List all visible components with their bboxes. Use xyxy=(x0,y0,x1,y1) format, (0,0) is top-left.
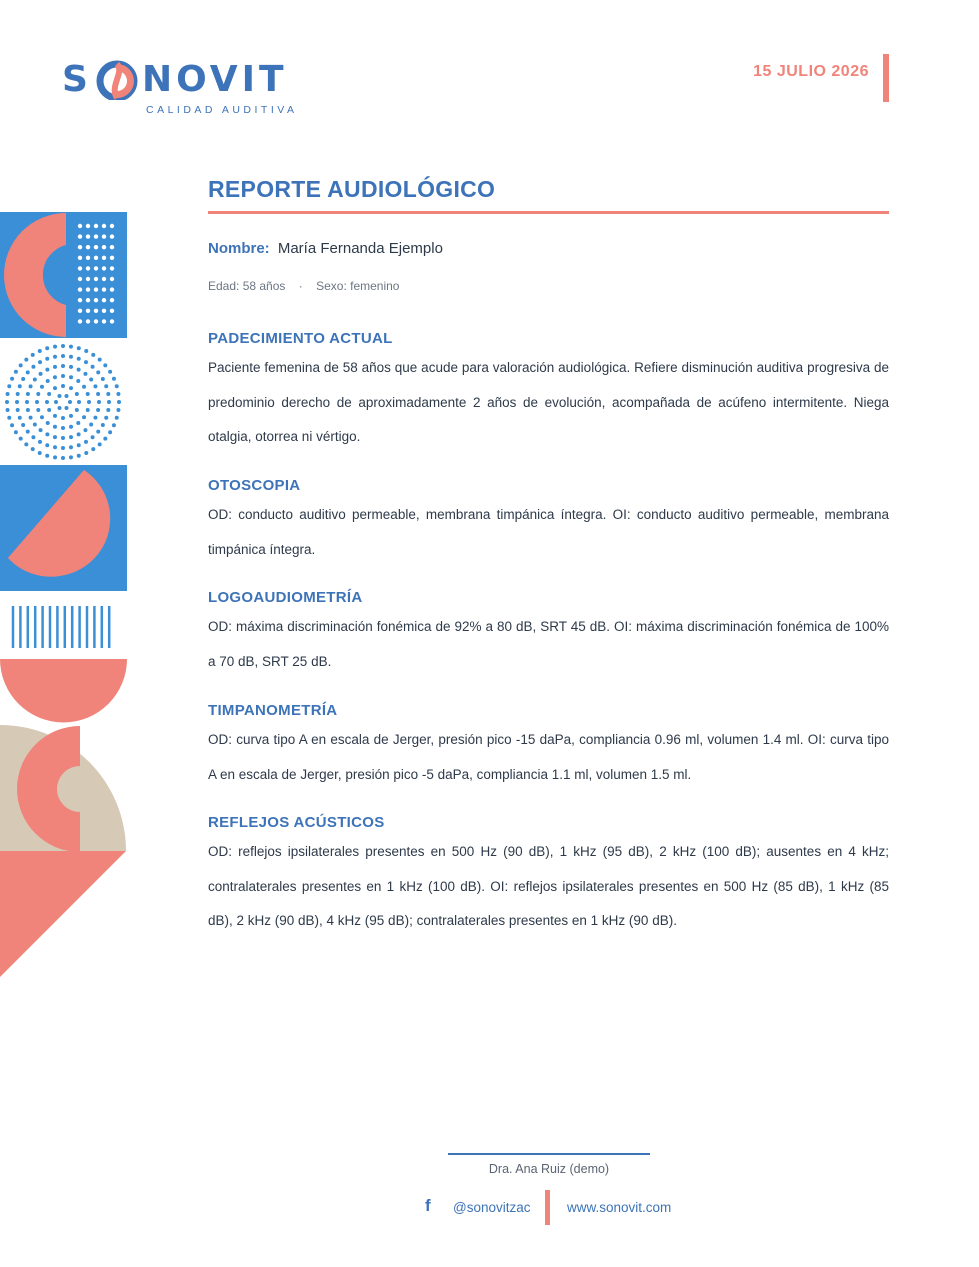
signature-name: Dra. Ana Ruiz (demo) xyxy=(488,1162,610,1176)
section-heading: LOGOAUDIOMETRÍA xyxy=(208,589,363,606)
patient-name: María Fernanda Ejemplo xyxy=(277,240,443,257)
title-divider xyxy=(208,211,889,214)
facebook-icon[interactable]: f xyxy=(425,1196,431,1215)
footer-accent-bar xyxy=(545,1190,550,1225)
date-accent-bar xyxy=(883,54,889,102)
page-title: REPORTE AUDIOLÓGICO xyxy=(208,176,496,202)
brand-wordmark-rest: NOVIT xyxy=(141,59,288,100)
patient-meta-row xyxy=(208,279,399,293)
section-body: OD: máxima discriminación fonémica de 92% a 80 dB, SRT 45 dB. OI: máxima discriminación fonémica de 100% a 70 dB, SRT 25 dB. xyxy=(208,619,889,669)
brand-tagline: CALIDAD AUDITIVA xyxy=(146,104,298,116)
brand-wordmark: S NOVIT xyxy=(62,59,288,100)
section-timpanometria xyxy=(208,701,889,792)
website-link[interactable]: www.sonovit.com xyxy=(567,1200,672,1215)
patient-name-label: Nombre: xyxy=(208,240,270,257)
brand-o-mark-icon xyxy=(95,60,139,100)
signature-line xyxy=(448,1153,650,1155)
section-logoaudiometria xyxy=(208,588,889,679)
section-body: OD: reflejos ipsilaterales presentes en 500 Hz (90 dB), 1 kHz (95 dB), 2 kHz (100 dB); ausentes en 4 kHz; contralaterales presentes en 1 kHz (100 dB). OI: reflejos ipsilaterales presentes en 500 Hz (85 dB), 1 kHz (85 dB), 2 kHz (90 dB), 4 kHz (95 dB); contralaterales presentes en 1 kHz (90 dB). xyxy=(208,844,889,928)
patient-name-row xyxy=(208,240,443,257)
section-body: OD: conducto auditivo permeable, membrana timpánica íntegra. OI: conducto auditivo permeable, membrana timpánica íntegra. xyxy=(208,507,889,557)
section-heading: OTOSCOPIA xyxy=(208,477,301,494)
brand-logo xyxy=(62,56,312,126)
section-heading: TIMPANOMETRÍA xyxy=(208,702,338,719)
section-otoscopia xyxy=(208,476,889,567)
report-date: 15 JULIO 2026 xyxy=(753,63,869,80)
patient-sex: Sexo: femenino xyxy=(316,279,400,293)
patient-age: Edad: 58 años xyxy=(208,279,286,293)
section-heading: PADECIMIENTO ACTUAL xyxy=(208,330,393,347)
decorative-geometric-pattern xyxy=(0,212,130,982)
section-reflejos xyxy=(208,813,889,939)
section-heading: REFLEJOS ACÚSTICOS xyxy=(208,814,385,831)
meta-separator: · xyxy=(298,279,303,293)
section-body: Paciente femenina de 58 años que acude para valoración audiológica. Refiere disminución auditiva progresiva de predominio derecho de aproximadamente 2 años de evolución, acompañada de acúfeno intermitente. Niega otalgia, otorrea ni vértigo. xyxy=(208,360,889,444)
section-body: OD: curva tipo A en escala de Jerger, presión pico -15 daPa, compliancia 0.96 ml, volumen 1.4 ml. OI: curva tipo A en escala de Jerger, presión pico -5 daPa, compliancia 1.1 ml, volumen 1.5 ml. xyxy=(208,732,889,782)
section-padecimiento xyxy=(208,329,889,455)
social-handle-link[interactable]: @sonovitzac xyxy=(453,1200,531,1215)
